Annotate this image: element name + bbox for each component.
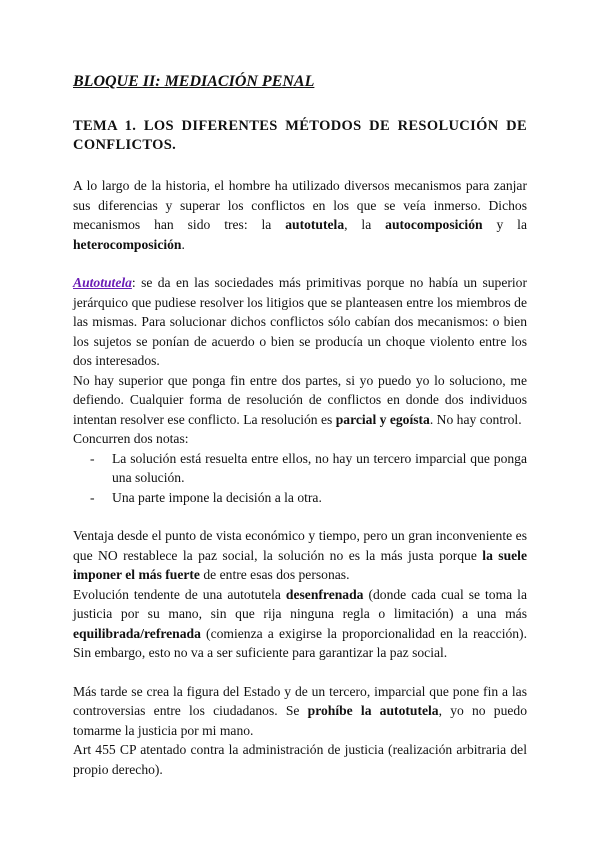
term-autotutela: autotutela	[285, 217, 345, 232]
notas-list	[73, 449, 527, 508]
term-mas-fuerte: la suele imponer el más fuerte	[73, 547, 527, 582]
term-parcial-egoista: parcial y egoísta	[335, 411, 430, 427]
bloque-title: BLOQUE II: MEDIACIÓN PENAL	[73, 73, 315, 90]
dash-bullet: -	[90, 450, 95, 466]
ventaja-paragraph: Ventaja desde el punto de vista económico y tiempo, pero un gran inconveniente es que NO restablece la paz social, la solución no es la más justa porque la suele imponer el más fuerte de entre esas dos personas.	[73, 528, 527, 582]
estado-paragraph: Más tarde se crea la figura del Estado y de un tercero, imparcial que pone fin a las controversias entre los ciudadanos. Se prohíbe la autotutela, yo no puedo tomarme la justicia por mi mano.	[73, 683, 527, 738]
no-superior-paragraph: No hay superior que ponga fin entre dos partes, si yo puedo yo lo soluciono, me defiendo. Cualquier forma de resolución de conflictos en donde dos individuos intentan resolver ese conflicto. La resolución es parcial y egoísta. No hay control.	[73, 372, 527, 427]
list-item: - Una parte impone la decisión a la otra.	[90, 488, 527, 508]
art-paragraph: Art 455 CP atentado contra la administración de justicia (realización arbitraria del propio derecho).	[73, 742, 527, 777]
term-equilibrada: equilibrada/refrenada	[73, 625, 201, 641]
intro-paragraph: A lo largo de la historia, el hombre ha utilizado diversos mecanismos para zanjar sus diferencias y superar los conflictos en los que se veía inmerso. Dichos mecanismos han sido tres: la autotutela, la autocomposición y la heterocomposición.	[73, 178, 527, 252]
autotutela-paragraph: Autotutela: se da en las sociedades más primitivas porque no había un superior jerárquico que pudiese resolver los litigios que se planteasen entre los miembros de las mismas. Para solucionar dichos conflictos sólo cabían dos mecanismos: o bien los sujetos se ponían de acuerdo o bien se producía un choque violento entre los dos interesados.	[73, 275, 527, 368]
term-desenfrenada: desenfrenada	[285, 586, 364, 602]
dash-bullet: -	[90, 489, 95, 505]
autotutela-heading: Autotutela	[73, 275, 132, 290]
list-item: - La solución está resuelta entre ellos, no hay un tercero imparcial que ponga una solución.	[90, 450, 527, 485]
tema-title: TEMA 1. LOS DIFERENTES MÉTODOS DE RESOLUCIÓN DE CONFLICTOS.	[73, 118, 527, 153]
term-autocomposicion: autocomposición	[385, 217, 483, 232]
evolucion-paragraph: Evolución tendente de una autotutela desenfrenada (donde cada cual se toma la justicia por su mano, sin que rija ninguna regla o limitación) a una más equilibrada/refrenada (comienza a exigirse la proporcionalidad en la reacción). Sin embargo, esto no va a ser suficiente para garantizar la paz social.	[73, 586, 527, 660]
term-prohibe-autotutela: prohíbe la autotutela	[307, 703, 439, 718]
term-heterocomposicion: heterocomposición	[73, 236, 182, 252]
concurren-paragraph: Concurren dos notas:	[73, 431, 189, 446]
